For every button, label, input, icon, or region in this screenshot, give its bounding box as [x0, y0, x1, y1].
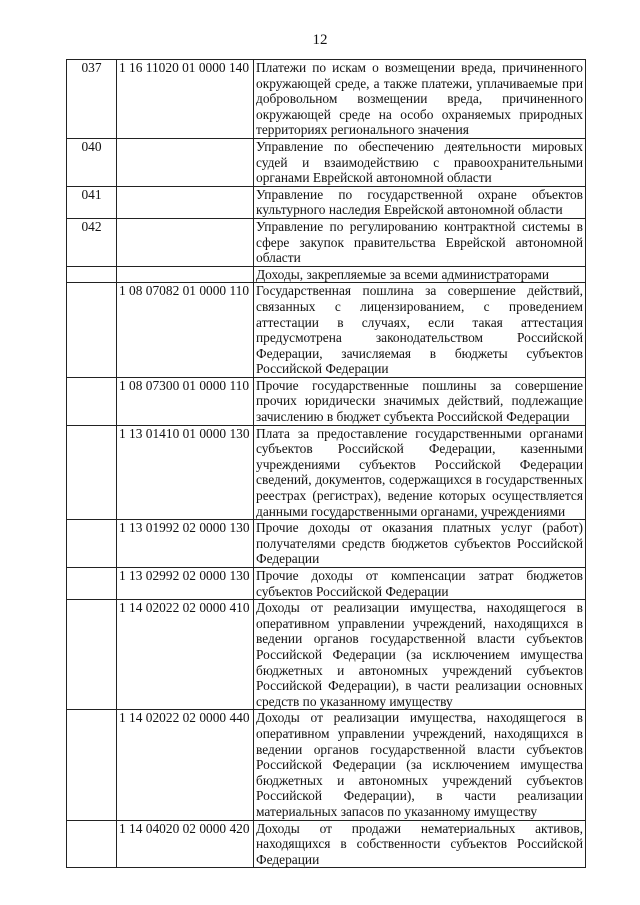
table-row	[67, 283, 586, 378]
revenue-description-cell: Платежи по искам о возмещении вреда, причиненного окружающей среде, а также платежи, уплачиваемые при добровольном возмещении вреда, причиненного окружающей среде на особо охраняемых природных территориях регионального значения	[254, 60, 586, 139]
revenue-code-cell: 1 16 11020 01 0000 140	[117, 60, 254, 139]
revenue-description-cell: Управление по государственной охране объектов культурного наследия Еврейской автономной области	[254, 186, 586, 218]
revenue-description-cell: Прочие доходы от компенсации затрат бюджетов субъектов Российской Федерации	[254, 568, 586, 600]
admin-code-cell: 040	[67, 138, 117, 186]
admin-code-cell: 042	[67, 218, 117, 266]
admin-code-cell: 041	[67, 186, 117, 218]
table-row	[67, 377, 586, 425]
admin-code-cell	[67, 377, 117, 425]
admin-code-cell	[67, 820, 117, 868]
admin-code-cell	[67, 600, 117, 710]
revenue-code-cell: 1 08 07300 01 0000 110	[117, 377, 254, 425]
table-row	[67, 820, 586, 868]
revenue-description-cell: Доходы от продажи нематериальных активов, находящихся в собственности субъектов Российской Федерации	[254, 820, 586, 868]
revenue-description-cell: Управление по обеспечению деятельности мировых судей и взаимодействию с правоохранительными органами Еврейской автономной области	[254, 138, 586, 186]
revenue-code-cell	[117, 138, 254, 186]
table-row	[67, 218, 586, 266]
admin-code-cell	[67, 266, 117, 283]
admin-code-cell	[67, 568, 117, 600]
revenue-code-cell	[117, 218, 254, 266]
table-row	[67, 568, 586, 600]
table-row	[67, 186, 586, 218]
revenue-description-cell: Доходы от реализации имущества, находящегося в оперативном управлении учреждений, находящихся в ведении органов государственной власти субъектов Российской Федерации (за исключением имущества бюджетных и автономных учреждений субъектов Российской Федерации), в части реализации основных средств по указанному имуществу	[254, 600, 586, 710]
table-row	[67, 600, 586, 710]
revenue-code-cell	[117, 186, 254, 218]
section-heading-cell: Доходы, закрепляемые за всеми администраторами	[254, 266, 586, 283]
admin-code-cell: 037	[67, 60, 117, 139]
table-row	[67, 710, 586, 820]
revenue-codes-table	[66, 59, 586, 868]
revenue-code-cell: 1 14 02022 02 0000 440	[117, 710, 254, 820]
admin-code-cell	[67, 283, 117, 378]
admin-code-cell	[67, 425, 117, 520]
revenue-code-cell: 1 14 04020 02 0000 420	[117, 820, 254, 868]
revenue-description-cell: Прочие государственные пошлины за совершение прочих юридически значимых действий, подлежащие зачислению в бюджет субъекта Российской Федерации	[254, 377, 586, 425]
table-row	[67, 425, 586, 520]
revenue-code-cell: 1 13 01410 01 0000 130	[117, 425, 254, 520]
revenue-code-cell: 1 14 02022 02 0000 410	[117, 600, 254, 710]
admin-code-cell	[67, 520, 117, 568]
revenue-code-cell: 1 08 07082 01 0000 110	[117, 283, 254, 378]
page-number: 12	[312, 32, 328, 48]
revenue-code-cell: 1 13 01992 02 0000 130	[117, 520, 254, 568]
revenue-description-cell: Прочие доходы от оказания платных услуг (работ) получателями средств бюджетов субъектов Российской Федерации	[254, 520, 586, 568]
revenue-code-cell: 1 13 02992 02 0000 130	[117, 568, 254, 600]
table-row	[67, 60, 586, 139]
table-row	[67, 520, 586, 568]
admin-code-cell	[67, 710, 117, 820]
revenue-description-cell: Плата за предоставление государственными органами субъектов Российской Федерации, казенными учреждениями субъектов Российской Федерации сведений, документов, содержащихся в государственных реестрах (регистрах), ведение которых осуществляется данными государственными органами, учреждениями	[254, 425, 586, 520]
table-row	[67, 138, 586, 186]
revenue-code-cell	[117, 266, 254, 283]
revenue-description-cell: Управление по регулированию контрактной системы в сфере закупок правительства Еврейской автономной области	[254, 218, 586, 266]
revenue-description-cell: Доходы от реализации имущества, находящегося в оперативном управлении учреждений, находящихся в ведении органов государственной власти субъектов Российской Федерации (за исключением имущества бюджетных и автономных учреждений субъектов Российской Федерации), в части реализации материальных запасов по указанному имуществу	[254, 710, 586, 820]
table-row	[67, 266, 586, 283]
revenue-description-cell: Государственная пошлина за совершение действий, связанных с лицензированием, с проведением аттестации в случаях, если такая аттестация предусмотрена законодательством Российской Федерации, зачисляемая в бюджеты субъектов Российской Федерации	[254, 283, 586, 378]
